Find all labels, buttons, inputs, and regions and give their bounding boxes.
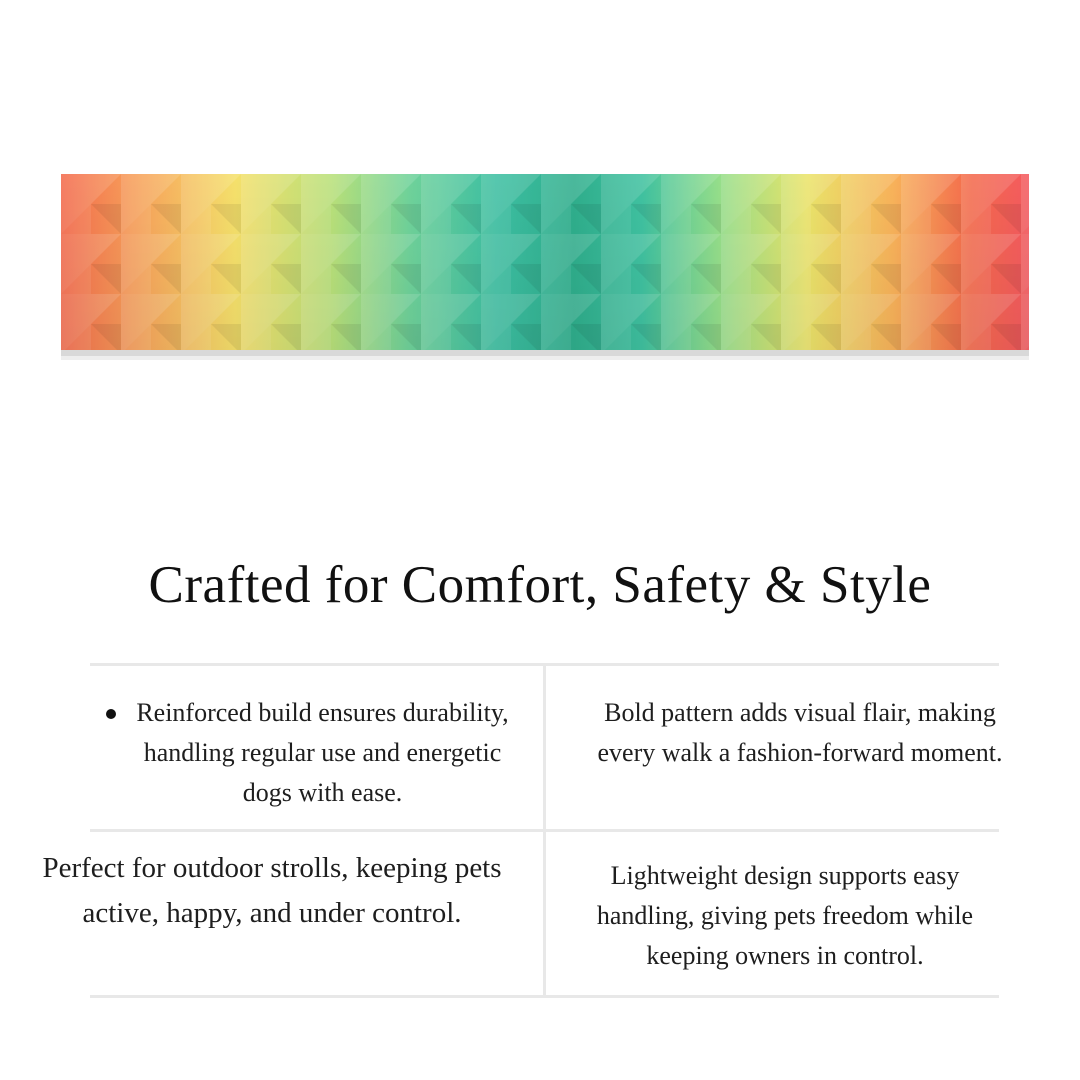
rainbow-strap-svg (61, 174, 1029, 360)
feature-outdoor (22, 846, 522, 936)
feature-style (580, 693, 1020, 773)
feature-text: Lightweight design supports easy handling, giving pets freedom while keeping owners in control. (596, 861, 974, 970)
feature-text: Perfect for outdoor strolls, keeping pets active, happy, and under control. (42, 852, 502, 929)
feature-text: Bold pattern adds visual flair, making every walk a fashion-forward moment. (597, 698, 1003, 767)
table-divider-vertical (543, 663, 546, 998)
feature-text: Reinforced build ensures durability, handling regular use and energetic dogs with ease. (136, 698, 509, 807)
bullet-icon (106, 709, 116, 719)
feature-lightweight (575, 856, 995, 976)
section-headline: Crafted for Comfort, Safety & Style (148, 556, 932, 614)
strap-pattern-image (61, 174, 1029, 360)
features-table (42, 663, 1003, 998)
feature-durability (120, 693, 525, 813)
